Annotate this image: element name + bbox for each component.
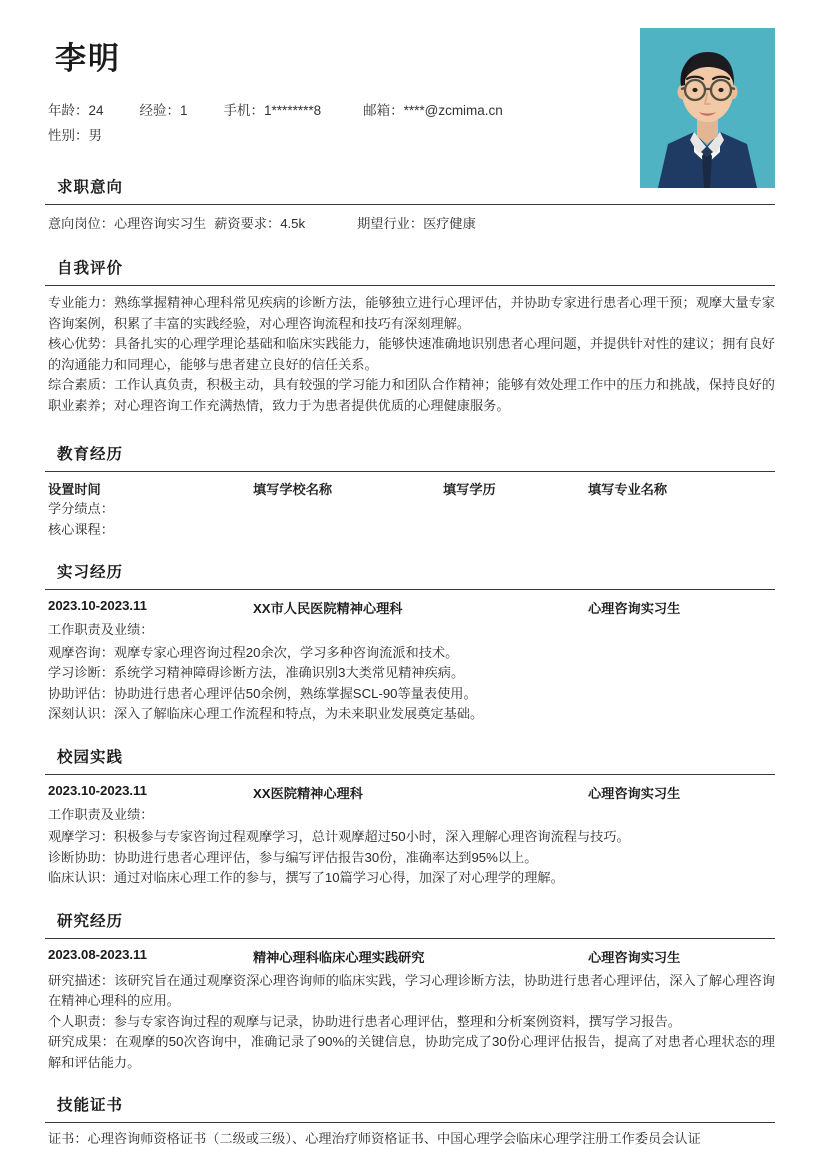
candidate-photo <box>640 28 775 188</box>
internship-date: 2023.10-2023.11 <box>48 598 148 613</box>
meta-experience-value: 1 <box>180 103 188 119</box>
research-role: 心理咨询实习生 <box>588 949 681 965</box>
job-intent-row <box>48 208 775 236</box>
spacer <box>0 889 820 909</box>
skills-certificates-body <box>45 1123 775 1150</box>
section-title-campus-practice: 校园实践 <box>57 748 124 766</box>
spacer <box>0 1073 820 1093</box>
internship-bullets <box>48 641 775 725</box>
internship-bullet: 协助评估：协助进行患者心理评估50余例，熟练掌握SCL-90等量表使用。 <box>48 685 477 701</box>
section-research <box>0 909 820 1074</box>
research-bullet: 研究描述：该研究旨在通过观摩资深心理咨询师的临床实践，学习心理诊断方法，协助进行患者心理评估，深入了解心理咨询在精神心理科的应用。 <box>48 972 775 1008</box>
campus-practice-body <box>45 775 775 889</box>
education-detail-courses: 核心课程： <box>48 521 114 537</box>
campus-practice-date: 2023.10-2023.11 <box>48 782 148 798</box>
internship-bullet: 深刻认识：深入了解临床心理工作流程和特点，为未来职业发展奠定基础。 <box>48 706 484 721</box>
section-title-self-evaluation: 自我评价 <box>57 260 124 277</box>
meta-phone-label: 手机： <box>223 103 265 119</box>
research-entry-header <box>48 942 775 969</box>
education-column-major: 填写专业名称 <box>588 482 668 497</box>
education-detail-gpa: 学分绩点： <box>48 501 114 516</box>
meta-phone <box>224 98 322 123</box>
research-bullet: 研究成果：在观摩的50次咨询中，准确记录了90%的关键信息，协助完成了30份心理评估报告，提高了对患者心理状态的理解和评估能力。 <box>48 1034 775 1070</box>
section-title-research: 研究经历 <box>57 912 124 930</box>
meta-experience <box>140 98 188 123</box>
intent-salary-label: 薪资要求： <box>214 216 281 231</box>
self-evaluation-paragraph: 专业能力：熟练掌握精神心理科常见疾病的诊断方法，能够独立进行心理评估，并协助专家进行患者心理干预；观摩大量专家咨询案例，积累了丰富的实践经验，对心理咨询流程和技巧有深刻理解。 <box>48 295 775 331</box>
campus-practice-intro: 工作职责及业绩： <box>48 806 154 822</box>
meta-gender <box>48 123 102 148</box>
research-bullet: 个人职责：参与专家咨询过程的观摩与记录，协助进行患者心理评估，整理和分析案例资料，撰写学习报告。 <box>48 1013 681 1029</box>
meta-age-label: 年龄： <box>48 103 89 119</box>
internship-role: 心理咨询实习生 <box>588 601 681 616</box>
meta-gender-label: 性别： <box>48 128 89 144</box>
education-table-header <box>48 475 775 499</box>
campus-practice-bullet: 观摩学习：积极参与专家咨询过程观摩学习，总计观摩超过50小时，深入理解心理咨询流程与技巧。 <box>48 829 630 844</box>
meta-phone-value: 1********8 <box>264 103 322 119</box>
section-title-skills-certificates: 技能证书 <box>57 1097 124 1114</box>
intent-industry-label: 期望行业： <box>357 216 424 231</box>
campus-practice-entry-header <box>48 778 775 805</box>
intent-salary-value: 4.5k <box>280 216 306 231</box>
self-evaluation-paragraph: 核心优势：具备扎实的心理学理论基础和临床实践能力，能够快速准确地识别患者心理问题，并提供针对性的建议；拥有良好的沟通能力和同理心，能够与患者建立良好的信任关系。 <box>48 336 775 372</box>
research-bullets <box>48 969 775 1074</box>
meta-gender-value: 男 <box>88 128 102 144</box>
portrait-illustration <box>640 28 775 188</box>
section-education <box>0 442 820 540</box>
internship-bullet: 观摩咨询：观摩专家心理咨询过程20余次，学习多种咨询流派和技术。 <box>48 644 459 660</box>
section-skills-certificates <box>0 1093 820 1150</box>
internship-bullet: 学习诊断：系统学习精神障碍诊断方法，准确识别3大类常见精神疾病。 <box>48 665 465 680</box>
section-title-internship: 实习经历 <box>57 564 124 581</box>
education-column-time: 设置时间 <box>48 482 101 497</box>
meta-experience-label: 经验： <box>139 103 181 119</box>
education-column-degree: 填写学历 <box>443 482 496 497</box>
internship-body <box>45 590 775 725</box>
meta-email <box>363 98 503 123</box>
spacer <box>0 236 820 256</box>
spacer <box>0 416 820 442</box>
intent-position-value: 心理咨询实习生 <box>113 216 207 231</box>
meta-email-value: ****@zcmima.cn <box>403 103 503 119</box>
campus-practice-bullet: 诊断协助：协助进行患者心理评估，参与编写评估报告30份，准确率达到95%以上。 <box>48 849 538 865</box>
campus-practice-bullet: 临床认识：通过对临床心理工作的参与，撰写了10篇学习心得，加深了对心理学的理解。 <box>48 870 564 885</box>
section-title-education: 教育经历 <box>57 446 124 463</box>
education-body <box>45 472 775 540</box>
spacer <box>0 725 820 745</box>
section-internship <box>0 560 820 725</box>
skills-certificates-line: 证书：心理咨询师资格证书（二级或三级）、心理治疗师资格证书、中国心理学会临床心理学注册工作委员会认证 <box>48 1131 701 1146</box>
section-self-evaluation <box>0 256 820 416</box>
campus-practice-organization: XX医院精神心理科 <box>253 785 363 801</box>
meta-age <box>48 98 104 123</box>
campus-practice-role: 心理咨询实习生 <box>588 785 681 801</box>
meta-age-value: 24 <box>88 103 104 119</box>
campus-practice-bullets <box>48 825 775 889</box>
spacer <box>0 540 820 560</box>
intent-position-label: 意向岗位： <box>48 216 114 231</box>
resume-header <box>0 0 820 175</box>
research-date: 2023.08-2023.11 <box>48 946 148 962</box>
self-evaluation-body <box>45 286 775 416</box>
self-evaluation-paragraph: 综合素质：工作认真负责，积极主动，具有较强的学习能力和团队合作精神；能够有效处理工作中的压力和挑战，保持良好的职业素养；对心理咨询工作充满热情，致力于为患者提供优质的心理健康服务。 <box>48 377 775 413</box>
internship-intro: 工作职责及业绩： <box>48 622 154 637</box>
education-column-school: 填写学校名称 <box>253 482 333 497</box>
section-title-job-intent: 求职意向 <box>57 179 124 196</box>
research-title-text: 精神心理科临床心理实践研究 <box>253 949 425 965</box>
intent-industry-value: 医疗健康 <box>423 216 476 231</box>
job-intent-body <box>45 205 775 236</box>
candidate-name: 李明 <box>55 41 121 76</box>
research-body <box>45 939 775 1074</box>
internship-entry-header <box>48 593 775 620</box>
section-campus-practice <box>0 745 820 889</box>
meta-email-label: 邮箱： <box>363 103 404 119</box>
internship-organization: XX市人民医院精神心理科 <box>253 601 403 616</box>
